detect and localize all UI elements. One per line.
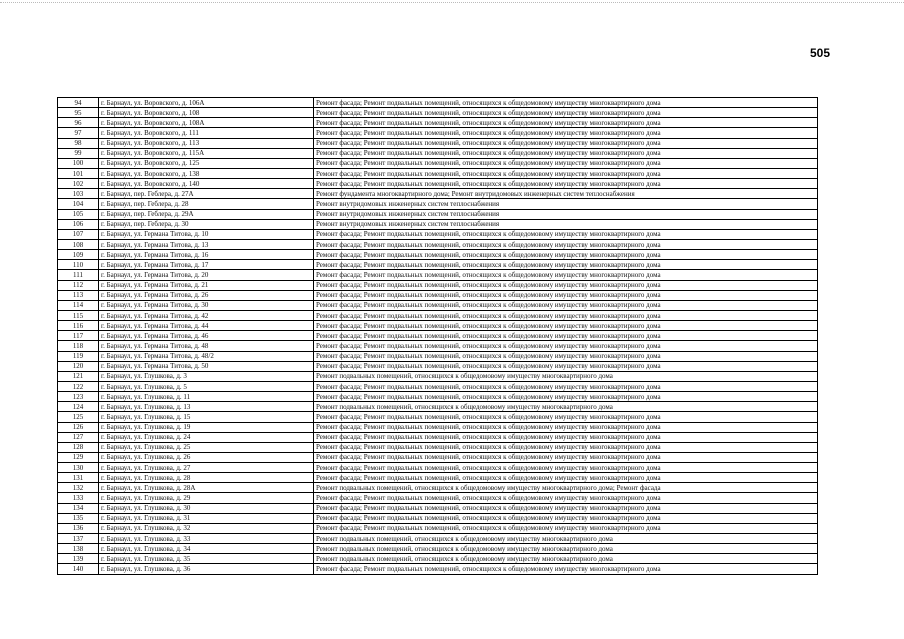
row-work-type: Ремонт подвальных помещений, относящихся к общедомовому имуществу многоквартирного дома [314, 554, 818, 564]
row-address: г. Барнаул, ул. Глушкова, д. 11 [99, 392, 314, 402]
table-row [58, 179, 818, 189]
row-number: 118 [58, 341, 99, 351]
table-row [58, 158, 818, 168]
row-number: 94 [58, 98, 99, 108]
row-work-type: Ремонт подвальных помещений, относящихся к общедомовому имуществу многоквартирного дома [314, 534, 818, 544]
row-number: 107 [58, 229, 99, 239]
row-number: 138 [58, 544, 99, 554]
table-row [58, 331, 818, 341]
row-address: г. Барнаул, ул. Воровского, д. 106А [99, 98, 314, 108]
row-number: 130 [58, 463, 99, 473]
row-number: 104 [58, 199, 99, 209]
row-address: г. Барнаул, ул. Глушкова, д. 26 [99, 452, 314, 462]
table-row [58, 513, 818, 523]
table-row [58, 381, 818, 391]
row-number: 123 [58, 392, 99, 402]
table-row [58, 534, 818, 544]
row-work-type: Ремонт фасада; Ремонт подвальных помещений, относящихся к общедомовому имуществу многоквартирного дома [314, 229, 818, 239]
row-number: 125 [58, 412, 99, 422]
row-address: г. Барнаул, ул. Воровского, д. 108А [99, 118, 314, 128]
row-address: г. Барнаул, ул. Воровского, д. 111 [99, 128, 314, 138]
row-number: 137 [58, 534, 99, 544]
table-row [58, 452, 818, 462]
table-row [58, 554, 818, 564]
row-address: г. Барнаул, ул. Германа Титова, д. 26 [99, 290, 314, 300]
table-row [58, 148, 818, 158]
row-address: г. Барнаул, ул. Глушкова, д. 34 [99, 544, 314, 554]
row-address: г. Барнаул, пер. Геблера, д. 27А [99, 189, 314, 199]
row-number: 128 [58, 442, 99, 452]
row-work-type: Ремонт фасада; Ремонт подвальных помещений, относящихся к общедомовому имуществу многоквартирного дома [314, 463, 818, 473]
row-work-type: Ремонт фасада; Ремонт подвальных помещений, относящихся к общедомовому имуществу многоквартирного дома [314, 442, 818, 452]
row-work-type: Ремонт внутридомовых инженерных систем теплоснабжения [314, 199, 818, 209]
row-work-type: Ремонт фасада; Ремонт подвальных помещений, относящихся к общедомовому имуществу многоквартирного дома [314, 168, 818, 178]
row-address: г. Барнаул, ул. Германа Титова, д. 20 [99, 270, 314, 280]
row-address: г. Барнаул, ул. Глушкова, д. 31 [99, 513, 314, 523]
row-number: 112 [58, 280, 99, 290]
row-number: 103 [58, 189, 99, 199]
row-number: 106 [58, 219, 99, 229]
row-number: 121 [58, 371, 99, 381]
table-row [58, 290, 818, 300]
table-row [58, 341, 818, 351]
row-address: г. Барнаул, ул. Глушкова, д. 28 [99, 473, 314, 483]
table-row [58, 483, 818, 493]
table-row [58, 351, 818, 361]
row-address: г. Барнаул, ул. Глушкова, д. 24 [99, 432, 314, 442]
row-work-type: Ремонт фасада; Ремонт подвальных помещений, относящихся к общедомовому имуществу многоквартирного дома [314, 148, 818, 158]
row-number: 122 [58, 381, 99, 391]
row-work-type: Ремонт фасада; Ремонт подвальных помещений, относящихся к общедомовому имуществу многоквартирного дома [314, 179, 818, 189]
row-work-type: Ремонт фасада; Ремонт подвальных помещений, относящихся к общедомовому имуществу многоквартирного дома [314, 361, 818, 371]
row-number: 139 [58, 554, 99, 564]
row-work-type: Ремонт фасада; Ремонт подвальных помещений, относящихся к общедомовому имуществу многоквартирного дома [314, 564, 818, 574]
row-work-type: Ремонт фасада; Ремонт подвальных помещений, относящихся к общедомовому имуществу многоквартирного дома [314, 381, 818, 391]
row-work-type: Ремонт фасада; Ремонт подвальных помещений, относящихся к общедомовому имуществу многоквартирного дома [314, 412, 818, 422]
repair-registry-table [57, 97, 818, 575]
row-work-type: Ремонт фасада; Ремонт подвальных помещений, относящихся к общедомовому имуществу многоквартирного дома [314, 250, 818, 260]
table-row [58, 239, 818, 249]
row-work-type: Ремонт подвальных помещений, относящихся к общедомовому имуществу многоквартирного дома [314, 402, 818, 412]
table-row [58, 108, 818, 118]
row-work-type: Ремонт фасада; Ремонт подвальных помещений, относящихся к общедомовому имуществу многоквартирного дома [314, 108, 818, 118]
table-row [58, 371, 818, 381]
table-row [58, 523, 818, 533]
row-number: 108 [58, 239, 99, 249]
row-work-type: Ремонт фасада; Ремонт подвальных помещений, относящихся к общедомовому имуществу многоквартирного дома [314, 128, 818, 138]
table-row [58, 280, 818, 290]
row-work-type: Ремонт фасада; Ремонт подвальных помещений, относящихся к общедомовому имуществу многоквартирного дома [314, 260, 818, 270]
row-work-type: Ремонт фасада; Ремонт подвальных помещений, относящихся к общедомовому имуществу многоквартирного дома [314, 473, 818, 483]
row-work-type: Ремонт фасада; Ремонт подвальных помещений, относящихся к общедомовому имуществу многоквартирного дома [314, 422, 818, 432]
table-row [58, 300, 818, 310]
table-row [58, 219, 818, 229]
table-row [58, 118, 818, 128]
row-work-type: Ремонт фасада; Ремонт подвальных помещений, относящихся к общедомовому имуществу многоквартирного дома [314, 452, 818, 462]
row-number: 98 [58, 138, 99, 148]
row-number: 140 [58, 564, 99, 574]
row-number: 127 [58, 432, 99, 442]
row-address: г. Барнаул, ул. Воровского, д. 108 [99, 108, 314, 118]
row-work-type: Ремонт фасада; Ремонт подвальных помещений, относящихся к общедомовому имуществу многоквартирного дома [314, 270, 818, 280]
table-row [58, 199, 818, 209]
table-row [58, 544, 818, 554]
row-work-type: Ремонт фасада; Ремонт подвальных помещений, относящихся к общедомовому имуществу многоквартирного дома [314, 493, 818, 503]
row-number: 135 [58, 513, 99, 523]
row-work-type: Ремонт подвальных помещений, относящихся к общедомовому имуществу многоквартирного дома [314, 544, 818, 554]
row-address: г. Барнаул, ул. Глушкова, д. 35 [99, 554, 314, 564]
row-address: г. Барнаул, ул. Глушкова, д. 33 [99, 534, 314, 544]
row-address: г. Барнаул, ул. Глушкова, д. 32 [99, 523, 314, 533]
row-work-type: Ремонт фасада; Ремонт подвальных помещений, относящихся к общедомовому имуществу многоквартирного дома [314, 503, 818, 513]
row-address: г. Барнаул, ул. Воровского, д. 113 [99, 138, 314, 148]
row-address: г. Барнаул, ул. Германа Титова, д. 50 [99, 361, 314, 371]
row-number: 99 [58, 148, 99, 158]
row-work-type: Ремонт фасада; Ремонт подвальных помещений, относящихся к общедомовому имуществу многоквартирного дома [314, 513, 818, 523]
row-number: 100 [58, 158, 99, 168]
row-address: г. Барнаул, ул. Германа Титова, д. 44 [99, 321, 314, 331]
table-row [58, 270, 818, 280]
row-work-type: Ремонт фасада; Ремонт подвальных помещений, относящихся к общедомовому имуществу многоквартирного дома [314, 351, 818, 361]
row-number: 95 [58, 108, 99, 118]
row-number: 97 [58, 128, 99, 138]
row-number: 131 [58, 473, 99, 483]
row-work-type: Ремонт фасада; Ремонт подвальных помещений, относящихся к общедомовому имуществу многоквартирного дома [314, 239, 818, 249]
row-work-type: Ремонт подвальных помещений, относящихся к общедомовому имуществу многоквартирного дома; Ремонт фасада [314, 483, 818, 493]
row-number: 129 [58, 452, 99, 462]
table-row [58, 321, 818, 331]
row-work-type: Ремонт подвальных помещений, относящихся к общедомовому имуществу многоквартирного дома [314, 371, 818, 381]
row-work-type: Ремонт фундамента многоквартирного дома; Ремонт внутридомовых инженерных систем теплоснабжения [314, 189, 818, 199]
row-address: г. Барнаул, ул. Глушкова, д. 30 [99, 503, 314, 513]
table-row [58, 564, 818, 574]
row-address: г. Барнаул, ул. Глушкова, д. 5 [99, 381, 314, 391]
table-row [58, 422, 818, 432]
table-row [58, 493, 818, 503]
row-number: 136 [58, 523, 99, 533]
table-row [58, 189, 818, 199]
table-row [58, 250, 818, 260]
row-number: 114 [58, 300, 99, 310]
row-work-type: Ремонт фасада; Ремонт подвальных помещений, относящихся к общедомовому имуществу многоквартирного дома [314, 300, 818, 310]
row-work-type: Ремонт фасада; Ремонт подвальных помещений, относящихся к общедомовому имуществу многоквартирного дома [314, 321, 818, 331]
row-number: 116 [58, 321, 99, 331]
row-number: 101 [58, 168, 99, 178]
row-number: 109 [58, 250, 99, 260]
table-row [58, 98, 818, 108]
row-number: 105 [58, 209, 99, 219]
row-address: г. Барнаул, ул. Воровского, д. 140 [99, 179, 314, 189]
table-row [58, 432, 818, 442]
row-work-type: Ремонт фасада; Ремонт подвальных помещений, относящихся к общедомовому имуществу многоквартирного дома [314, 98, 818, 108]
page-number: 505 [810, 46, 831, 60]
row-number: 102 [58, 179, 99, 189]
row-address: г. Барнаул, ул. Глушкова, д. 27 [99, 463, 314, 473]
row-work-type: Ремонт фасада; Ремонт подвальных помещений, относящихся к общедомовому имуществу многоквартирного дома [314, 290, 818, 300]
row-address: г. Барнаул, ул. Германа Титова, д. 42 [99, 310, 314, 320]
row-address: г. Барнаул, ул. Глушкова, д. 15 [99, 412, 314, 422]
row-work-type: Ремонт фасада; Ремонт подвальных помещений, относящихся к общедомовому имуществу многоквартирного дома [314, 310, 818, 320]
row-number: 124 [58, 402, 99, 412]
table-row [58, 168, 818, 178]
row-address: г. Барнаул, ул. Германа Титова, д. 21 [99, 280, 314, 290]
table-row [58, 412, 818, 422]
row-number: 111 [58, 270, 99, 280]
row-work-type: Ремонт фасада; Ремонт подвальных помещений, относящихся к общедомовому имуществу многоквартирного дома [314, 432, 818, 442]
row-address: г. Барнаул, пер. Геблера, д. 30 [99, 219, 314, 229]
table-row [58, 392, 818, 402]
row-number: 119 [58, 351, 99, 361]
row-address: г. Барнаул, ул. Глушкова, д. 25 [99, 442, 314, 452]
row-address: г. Барнаул, ул. Глушкова, д. 36 [99, 564, 314, 574]
row-work-type: Ремонт фасада; Ремонт подвальных помещений, относящихся к общедомовому имуществу многоквартирного дома [314, 280, 818, 290]
table-row [58, 442, 818, 452]
row-address: г. Барнаул, ул. Германа Титова, д. 48 [99, 341, 314, 351]
table-row [58, 310, 818, 320]
row-number: 132 [58, 483, 99, 493]
table-row [58, 138, 818, 148]
row-number: 120 [58, 361, 99, 371]
row-address: г. Барнаул, ул. Германа Титова, д. 30 [99, 300, 314, 310]
table-row [58, 128, 818, 138]
row-work-type: Ремонт фасада; Ремонт подвальных помещений, относящихся к общедомовому имуществу многоквартирного дома [314, 138, 818, 148]
row-number: 117 [58, 331, 99, 341]
row-work-type: Ремонт внутридомовых инженерных систем теплоснабжения [314, 209, 818, 219]
row-work-type: Ремонт фасада; Ремонт подвальных помещений, относящихся к общедомовому имуществу многоквартирного дома [314, 158, 818, 168]
row-number: 113 [58, 290, 99, 300]
row-work-type: Ремонт фасада; Ремонт подвальных помещений, относящихся к общедомовому имуществу многоквартирного дома [314, 341, 818, 351]
table-row [58, 209, 818, 219]
table-row [58, 402, 818, 412]
row-address: г. Барнаул, ул. Германа Титова, д. 17 [99, 260, 314, 270]
table-row [58, 473, 818, 483]
row-address: г. Барнаул, ул. Глушкова, д. 3 [99, 371, 314, 381]
row-address: г. Барнаул, ул. Германа Титова, д. 13 [99, 239, 314, 249]
row-address: г. Барнаул, ул. Германа Титова, д. 48/2 [99, 351, 314, 361]
row-work-type: Ремонт фасада; Ремонт подвальных помещений, относящихся к общедомовому имуществу многоквартирного дома [314, 331, 818, 341]
row-work-type: Ремонт внутридомовых инженерных систем теплоснабжения [314, 219, 818, 229]
table-row [58, 463, 818, 473]
row-number: 126 [58, 422, 99, 432]
row-number: 110 [58, 260, 99, 270]
row-address: г. Барнаул, ул. Воровского, д. 115А [99, 148, 314, 158]
row-number: 134 [58, 503, 99, 513]
row-address: г. Барнаул, ул. Глушкова, д. 29 [99, 493, 314, 503]
top-scan-rule [0, 2, 904, 4]
table-row [58, 229, 818, 239]
row-address: г. Барнаул, ул. Глушкова, д. 28А [99, 483, 314, 493]
table-row [58, 503, 818, 513]
table-row [58, 361, 818, 371]
row-number: 96 [58, 118, 99, 128]
row-address: г. Барнаул, ул. Глушкова, д. 13 [99, 402, 314, 412]
row-address: г. Барнаул, ул. Воровского, д. 125 [99, 158, 314, 168]
row-number: 133 [58, 493, 99, 503]
row-address: г. Барнаул, пер. Геблера, д. 28 [99, 199, 314, 209]
row-address: г. Барнаул, ул. Глушкова, д. 19 [99, 422, 314, 432]
row-work-type: Ремонт фасада; Ремонт подвальных помещений, относящихся к общедомовому имуществу многоквартирного дома [314, 523, 818, 533]
row-address: г. Барнаул, пер. Геблера, д. 29А [99, 209, 314, 219]
row-address: г. Барнаул, ул. Германа Титова, д. 10 [99, 229, 314, 239]
row-address: г. Барнаул, ул. Германа Титова, д. 46 [99, 331, 314, 341]
table-row [58, 260, 818, 270]
row-address: г. Барнаул, ул. Германа Титова, д. 16 [99, 250, 314, 260]
row-work-type: Ремонт фасада; Ремонт подвальных помещений, относящихся к общедомовому имуществу многоквартирного дома [314, 118, 818, 128]
row-work-type: Ремонт фасада; Ремонт подвальных помещений, относящихся к общедомовому имуществу многоквартирного дома [314, 392, 818, 402]
table-body [58, 98, 818, 575]
row-address: г. Барнаул, ул. Воровского, д. 138 [99, 168, 314, 178]
row-number: 115 [58, 310, 99, 320]
